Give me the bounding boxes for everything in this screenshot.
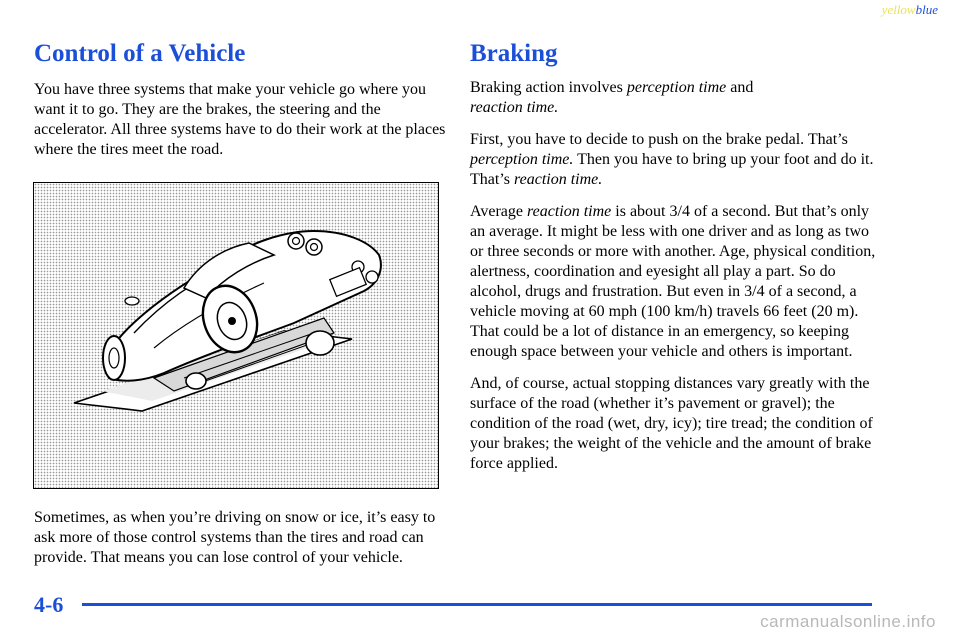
watermark: carmanualsonline.info — [760, 612, 936, 631]
color-tag-yellow: yellow — [881, 2, 916, 17]
control-paragraph-2: Sometimes, as when you’re driving on snow or ice, it’s easy to ask more of those control systems than the tires and road can provide. That means you can lose control of your vehicle. — [34, 509, 436, 566]
braking-body — [470, 78, 880, 486]
color-tag — [882, 2, 938, 18]
footer-divider — [82, 603, 872, 606]
front-wheel-shape — [103, 336, 125, 380]
tail-light-shape — [288, 233, 304, 249]
section-title-control: Control of a Vehicle — [34, 40, 246, 67]
braking-paragraph-2: First, you have to decide to push on the brake pedal. That’s perception time. Then you have to bring up your foot and do it. That’s reaction time. — [470, 131, 874, 188]
braking-paragraph-4: And, of course, actual stopping distances vary greatly with the surface of the road (whether it’s pavement or gravel); the condition of the road (wet, dry, icy); tire tread; the condition of your brakes; the weight of the vehicle and the amount of brake force applied. — [470, 375, 873, 472]
tail-light-shape — [306, 239, 322, 255]
control-warning — [34, 508, 446, 580]
braking-paragraph-1: Braking action involves perception time and reaction time. — [470, 79, 754, 116]
section-title-braking: Braking — [470, 40, 558, 67]
car-tilted-illustration — [33, 182, 439, 489]
color-tag-blue: blue — [915, 2, 938, 17]
control-paragraph-1: You have three systems that make your vehicle go where you want it to go. They are the brakes, the steering and the accelerator. All three systems have to do their work at the places where the tires meet the road. — [34, 81, 446, 158]
control-intro — [34, 80, 446, 172]
braking-paragraph-3: Average reaction time is about 3/4 of a second. But that’s only an average. It might be less with one driver and as long as two or three seconds or more with another. Age, physical condition, alertness, coordination and eyesight all play a part. So do alcohol, drugs and frustration. But even in 3/4 of a second, a vehicle moving at 60 mph (100 km/h) travels 66 feet (20 m). That could be a lot of distance in an emergency, so keeping enough space between your vehicle and others is important. — [470, 203, 876, 360]
page-number: 4-6 — [34, 592, 64, 617]
